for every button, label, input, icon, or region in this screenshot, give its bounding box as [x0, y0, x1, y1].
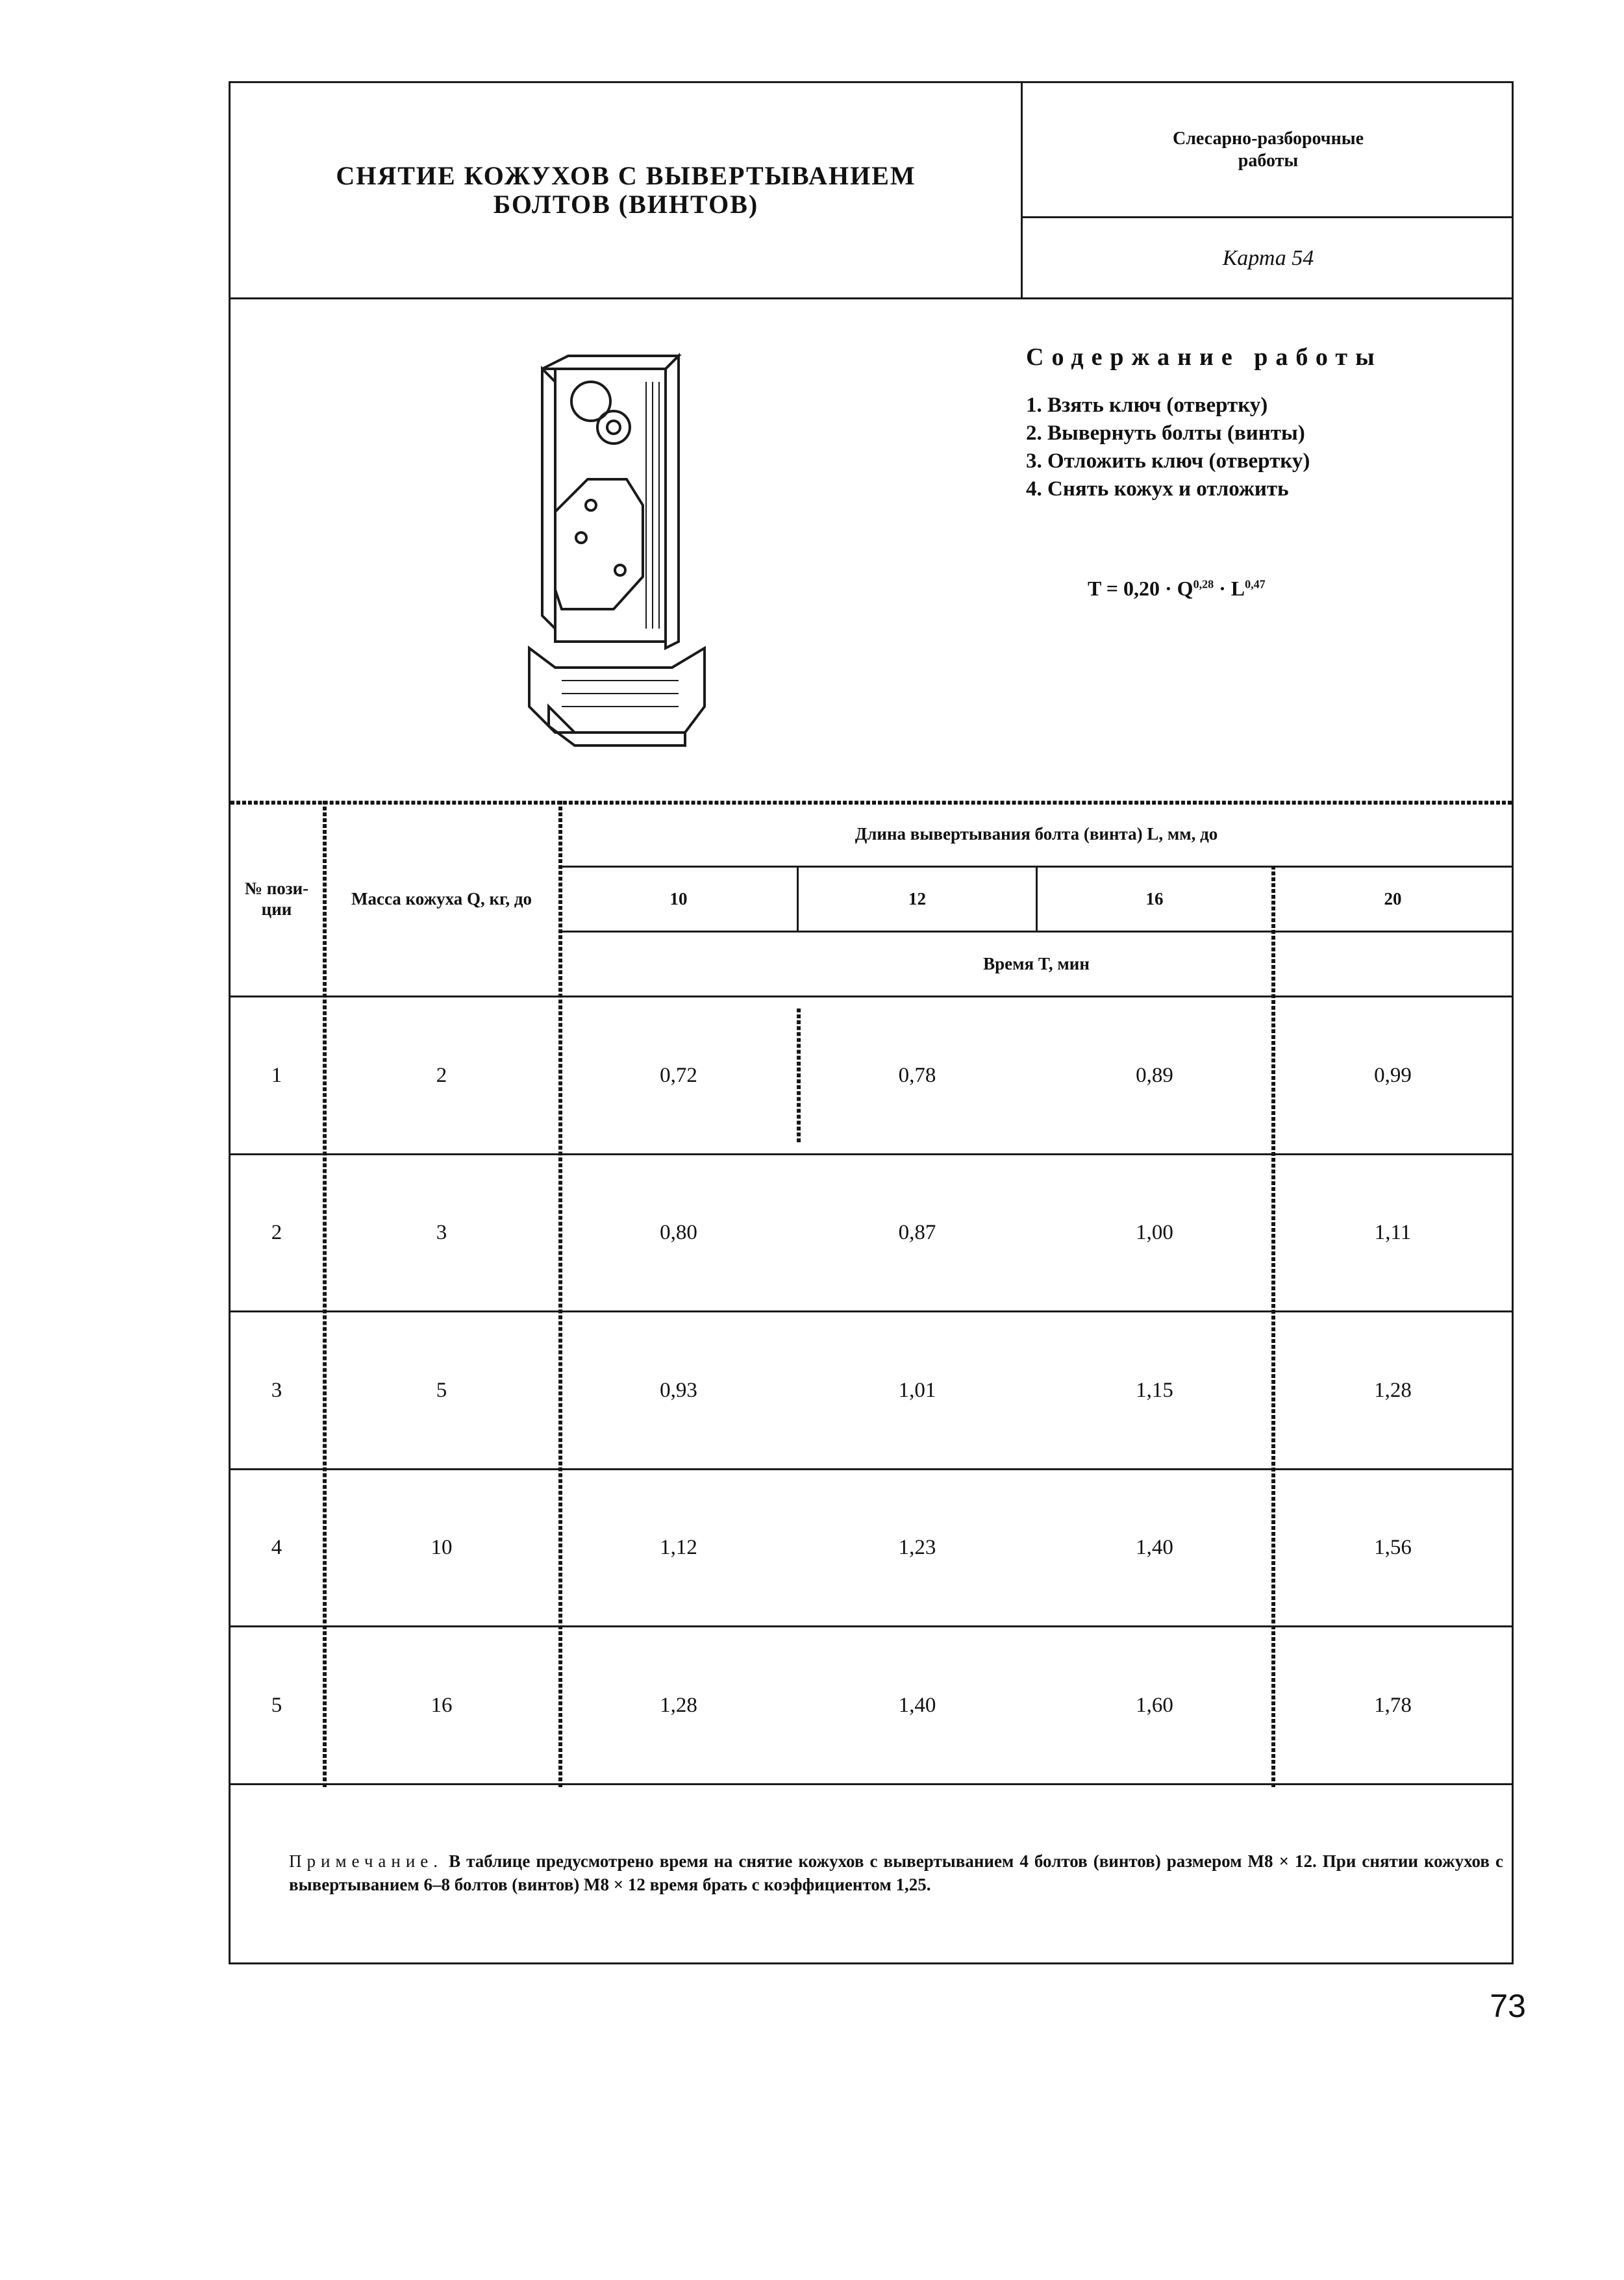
col-header-position: № пози-ции	[244, 879, 309, 919]
time-cell: 1,23	[898, 1536, 936, 1559]
page-title	[231, 83, 1021, 297]
length-value: 12	[908, 889, 926, 908]
time-cell: 1,78	[1374, 1693, 1412, 1717]
work-step: 3. Отложить ключ (отвертку)	[1026, 449, 1310, 473]
time-cell: 1,00	[1136, 1221, 1173, 1244]
page-number: 73	[1490, 1988, 1526, 2024]
col-header-mass: Масса кожуха Q, кг, до	[351, 889, 532, 908]
formula-mid: · L	[1214, 577, 1245, 600]
time-cell: 0,93	[660, 1378, 697, 1402]
row-mass: 10	[431, 1536, 453, 1559]
row-mass: 2	[436, 1063, 447, 1087]
time-cell: 1,11	[1374, 1221, 1412, 1244]
footnote-text: В таблице предусмотрено время на снятие кожухов с вывертыванием 4 болтов (винтов) размером М8 × 12. При снятии кожухов с вывертыванием 6–8 болтов (винтов) М8 × 12 время брать с коэффициентом 1,25.	[289, 1851, 1503, 1894]
card-frame	[229, 81, 1514, 1964]
formula-exponent-q: 0,28	[1193, 577, 1214, 591]
formula-exponent-l: 0,47	[1245, 577, 1266, 591]
time-cell: 1,40	[898, 1693, 936, 1717]
work-step: 4. Снять кожух и отложить	[1026, 477, 1289, 501]
time-cell: 0,89	[1136, 1063, 1173, 1087]
time-cell: 1,01	[898, 1378, 936, 1402]
row-mass: 5	[436, 1378, 447, 1402]
card-number: Карта 54	[1222, 246, 1314, 270]
time-cell: 1,28	[1374, 1378, 1412, 1402]
length-value: 16	[1145, 889, 1164, 908]
time-formula	[1088, 577, 1266, 601]
row-position: 1	[271, 1063, 282, 1087]
row-position: 5	[271, 1693, 282, 1717]
row-mass: 16	[431, 1693, 453, 1717]
time-cell: 0,78	[898, 1063, 936, 1087]
title-line-2: БОЛТОВ (ВИНТОВ)	[493, 190, 759, 219]
time-cell: 0,87	[898, 1221, 936, 1244]
work-category	[1023, 83, 1514, 216]
footnote-lead: Примечание.	[289, 1851, 443, 1871]
time-cell: 0,72	[660, 1063, 697, 1087]
time-cell: 0,99	[1374, 1063, 1412, 1087]
work-step: 2. Вывернуть болты (винты)	[1026, 421, 1305, 445]
footnote	[289, 1849, 1503, 1896]
time-cell: 1,40	[1136, 1536, 1173, 1559]
category-line-2: работы	[1238, 150, 1299, 171]
casing-illustration-icon	[516, 343, 737, 810]
title-line-1: СНЯТИЕ КОЖУХОВ С ВЫВЕРТЫВАНИЕМ	[336, 161, 916, 190]
time-cell: 1,28	[660, 1693, 697, 1717]
length-value: 20	[1384, 889, 1402, 908]
time-cell: 1,60	[1136, 1693, 1173, 1717]
length-header: Длина вывертывания болта (винта) L, мм, до	[855, 824, 1218, 844]
content-heading: Содержание работы	[1026, 344, 1382, 371]
row-position: 4	[271, 1536, 282, 1559]
time-cell: 1,12	[660, 1536, 697, 1559]
table-bottom-line	[231, 1783, 1512, 1785]
row-mass: 3	[436, 1221, 447, 1244]
length-value: 10	[669, 889, 688, 908]
category-line-1: Слесарно-разборочные	[1172, 128, 1364, 149]
formula-base: T = 0,20 · Q	[1088, 577, 1193, 600]
work-step: 1. Взять ключ (отвертку)	[1026, 394, 1268, 417]
work-steps-list	[1026, 392, 1310, 503]
time-cell: 0,80	[660, 1221, 697, 1244]
time-cell: 1,15	[1136, 1378, 1173, 1402]
time-cell: 1,56	[1374, 1536, 1412, 1559]
row-position: 2	[271, 1221, 282, 1244]
time-header: Время T, мин	[983, 954, 1090, 973]
row-position: 3	[271, 1378, 282, 1402]
